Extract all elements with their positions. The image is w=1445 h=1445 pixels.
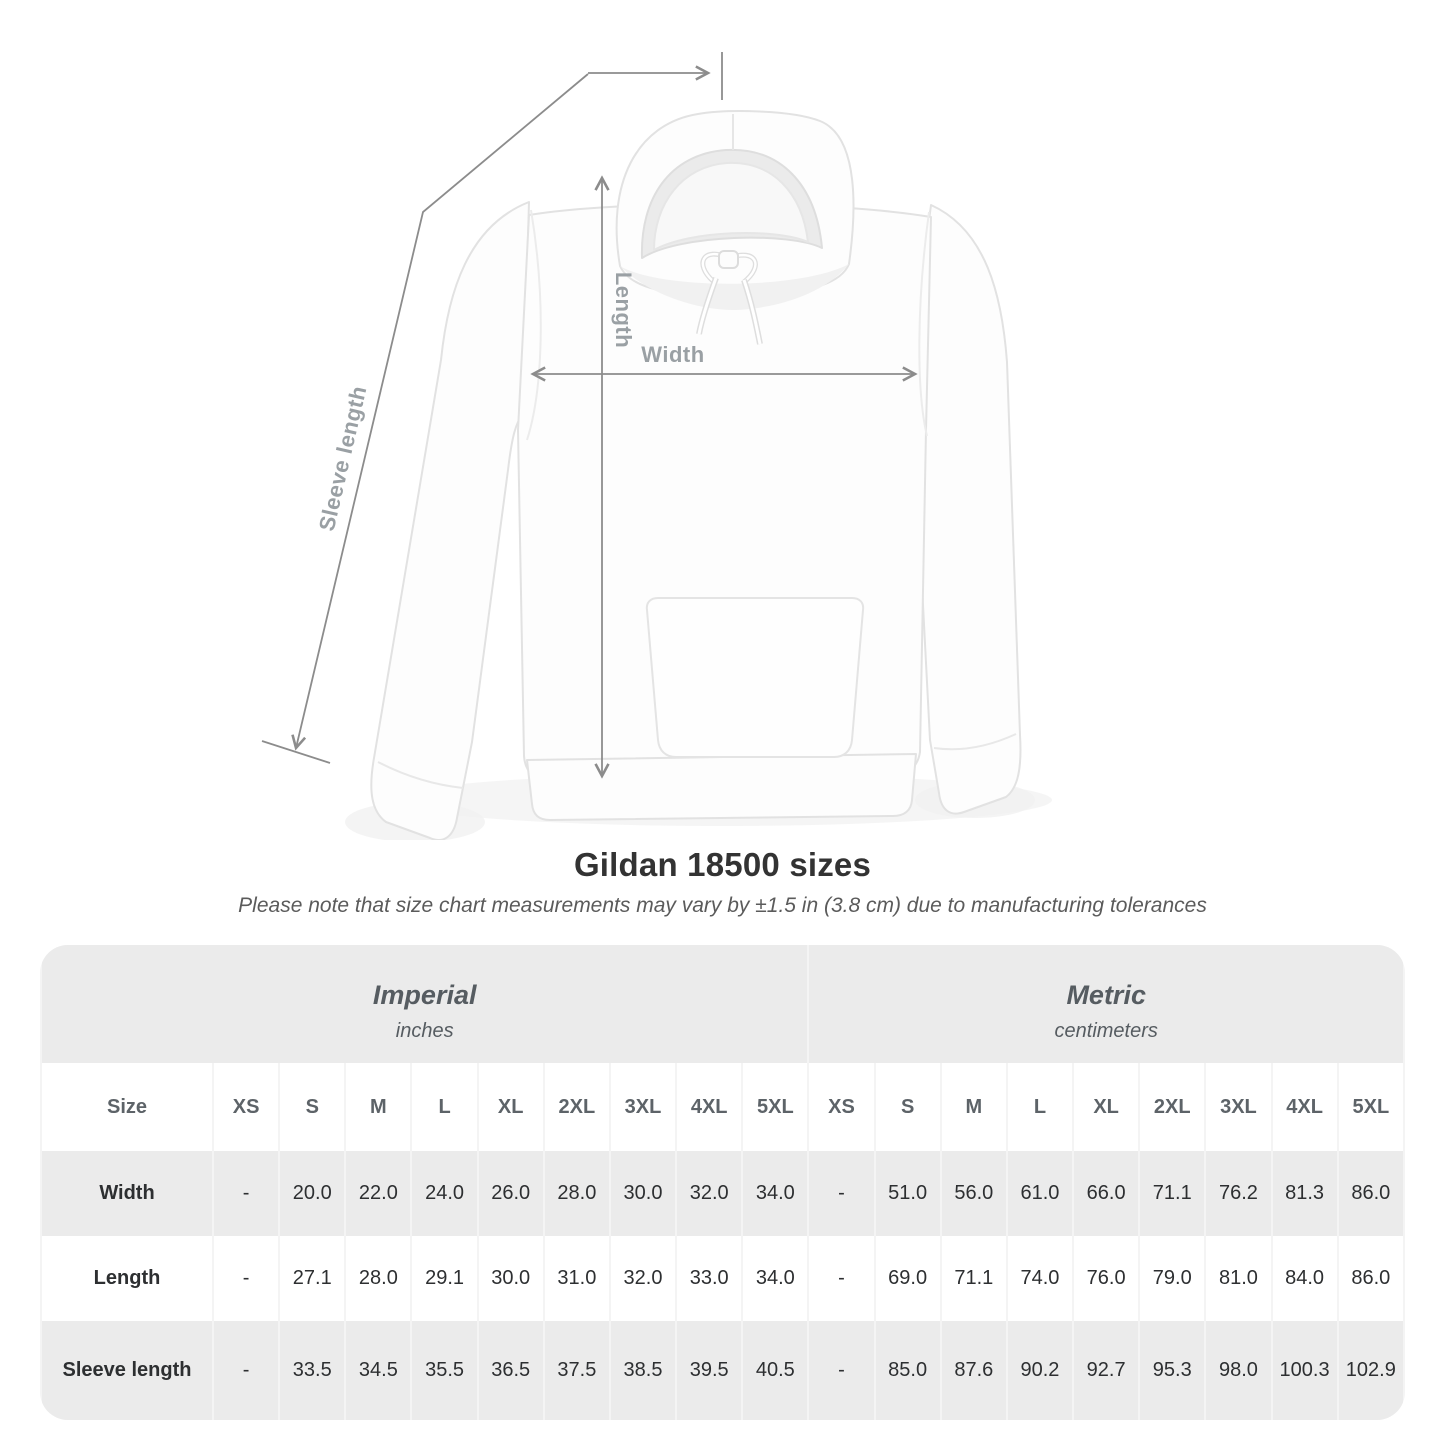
table-cell: 29.1 <box>412 1236 476 1321</box>
table-cell: 33.5 <box>280 1321 344 1420</box>
size-header-l: L <box>412 1063 476 1151</box>
width-label: Width <box>641 342 705 367</box>
table-cell: 86.0 <box>1339 1151 1403 1236</box>
table-cell: 95.3 <box>1140 1321 1204 1420</box>
sleeve-length-label: Sleeve length <box>313 383 372 534</box>
table-cell: 71.1 <box>942 1236 1006 1321</box>
table-cell: 69.0 <box>876 1236 940 1321</box>
table-cell: 90.2 <box>1008 1321 1072 1420</box>
table-cell: 30.0 <box>611 1151 675 1236</box>
table-cell: 32.0 <box>611 1236 675 1321</box>
table-cell: 66.0 <box>1074 1151 1138 1236</box>
size-table <box>40 945 1405 1420</box>
row-label: Length <box>42 1236 212 1321</box>
size-header-3xl: 3XL <box>1206 1063 1270 1151</box>
size-header-xs: XS <box>809 1063 873 1151</box>
size-header-5xl: 5XL <box>1339 1063 1403 1151</box>
table-cell: 74.0 <box>1008 1236 1072 1321</box>
table-cell: 36.5 <box>479 1321 543 1420</box>
size-header-xl: XL <box>1074 1063 1138 1151</box>
table-cell: - <box>809 1321 873 1420</box>
table-cell: 102.9 <box>1339 1321 1403 1420</box>
table-cell: 87.6 <box>942 1321 1006 1420</box>
tolerance-note: Please note that size chart measurements may vary by ±1.5 in (3.8 cm) due to manufacturing tolerances <box>238 894 1207 917</box>
size-header-l: L <box>1008 1063 1072 1151</box>
hoodie-left-sleeve <box>371 202 529 840</box>
table-cell: 31.0 <box>545 1236 609 1321</box>
hoodie-illustration <box>371 111 1020 840</box>
size-header-m: M <box>942 1063 1006 1151</box>
table-cell: 32.0 <box>677 1151 741 1236</box>
size-header-m: M <box>346 1063 410 1151</box>
row-label: Width <box>42 1151 212 1236</box>
table-cell: 34.0 <box>743 1236 807 1321</box>
size-table-container <box>40 945 1405 1420</box>
table-cell: 76.2 <box>1206 1151 1270 1236</box>
page-title: Gildan 18500 sizes <box>573 846 872 883</box>
size-header-2xl: 2XL <box>545 1063 609 1151</box>
table-cell: 85.0 <box>876 1321 940 1420</box>
table-cell: 28.0 <box>346 1236 410 1321</box>
table-cell: 81.0 <box>1206 1236 1270 1321</box>
size-header-4xl: 4XL <box>1273 1063 1337 1151</box>
table-cell: - <box>809 1236 873 1321</box>
table-cell: 22.0 <box>346 1151 410 1236</box>
table-cell: 35.5 <box>412 1321 476 1420</box>
table-cell: 30.0 <box>479 1236 543 1321</box>
size-header-xl: XL <box>479 1063 543 1151</box>
table-cell: 86.0 <box>1339 1236 1403 1321</box>
table-cell: 33.0 <box>677 1236 741 1321</box>
table-cell: 98.0 <box>1206 1321 1270 1420</box>
section-header-imperial <box>42 945 807 1063</box>
table-cell: - <box>214 1236 278 1321</box>
table-cell: 27.1 <box>280 1236 344 1321</box>
length-label: Length <box>611 271 636 349</box>
size-header-s: S <box>280 1063 344 1151</box>
section-unit: centimeters <box>1054 1019 1158 1042</box>
table-cell: 34.5 <box>346 1321 410 1420</box>
size-header-2xl: 2XL <box>1140 1063 1204 1151</box>
table-cell: 92.7 <box>1074 1321 1138 1420</box>
table-cell: 37.5 <box>545 1321 609 1420</box>
size-header-xs: XS <box>214 1063 278 1151</box>
table-cell: 56.0 <box>942 1151 1006 1236</box>
table-cell: 28.0 <box>545 1151 609 1236</box>
size-header-s: S <box>876 1063 940 1151</box>
table-cell: 61.0 <box>1008 1151 1072 1236</box>
table-cell: 40.5 <box>743 1321 807 1420</box>
table-cell: 39.5 <box>677 1321 741 1420</box>
section-header-metric <box>809 945 1403 1063</box>
hoodie-hem-band <box>527 754 916 820</box>
section-name: Metric <box>1066 979 1146 1010</box>
hoodie-pocket <box>647 598 863 757</box>
table-cell: - <box>809 1151 873 1236</box>
table-cell: 34.0 <box>743 1151 807 1236</box>
table-cell: 79.0 <box>1140 1236 1204 1321</box>
table-cell: - <box>214 1151 278 1236</box>
section-name: Imperial <box>372 979 477 1010</box>
table-cell: 20.0 <box>280 1151 344 1236</box>
table-cell: 100.3 <box>1273 1321 1337 1420</box>
size-column-header: Size <box>42 1063 212 1151</box>
table-cell: 81.3 <box>1273 1151 1337 1236</box>
table-cell: - <box>214 1321 278 1420</box>
size-header-4xl: 4XL <box>677 1063 741 1151</box>
size-header-3xl: 3XL <box>611 1063 675 1151</box>
table-cell: 84.0 <box>1273 1236 1337 1321</box>
row-label: Sleeve length <box>42 1321 212 1420</box>
table-cell: 71.1 <box>1140 1151 1204 1236</box>
table-cell: 26.0 <box>479 1151 543 1236</box>
table-cell: 51.0 <box>876 1151 940 1236</box>
table-cell: 24.0 <box>412 1151 476 1236</box>
table-cell: 38.5 <box>611 1321 675 1420</box>
table-cell: 76.0 <box>1074 1236 1138 1321</box>
size-header-5xl: 5XL <box>743 1063 807 1151</box>
section-unit: inches <box>395 1019 454 1042</box>
